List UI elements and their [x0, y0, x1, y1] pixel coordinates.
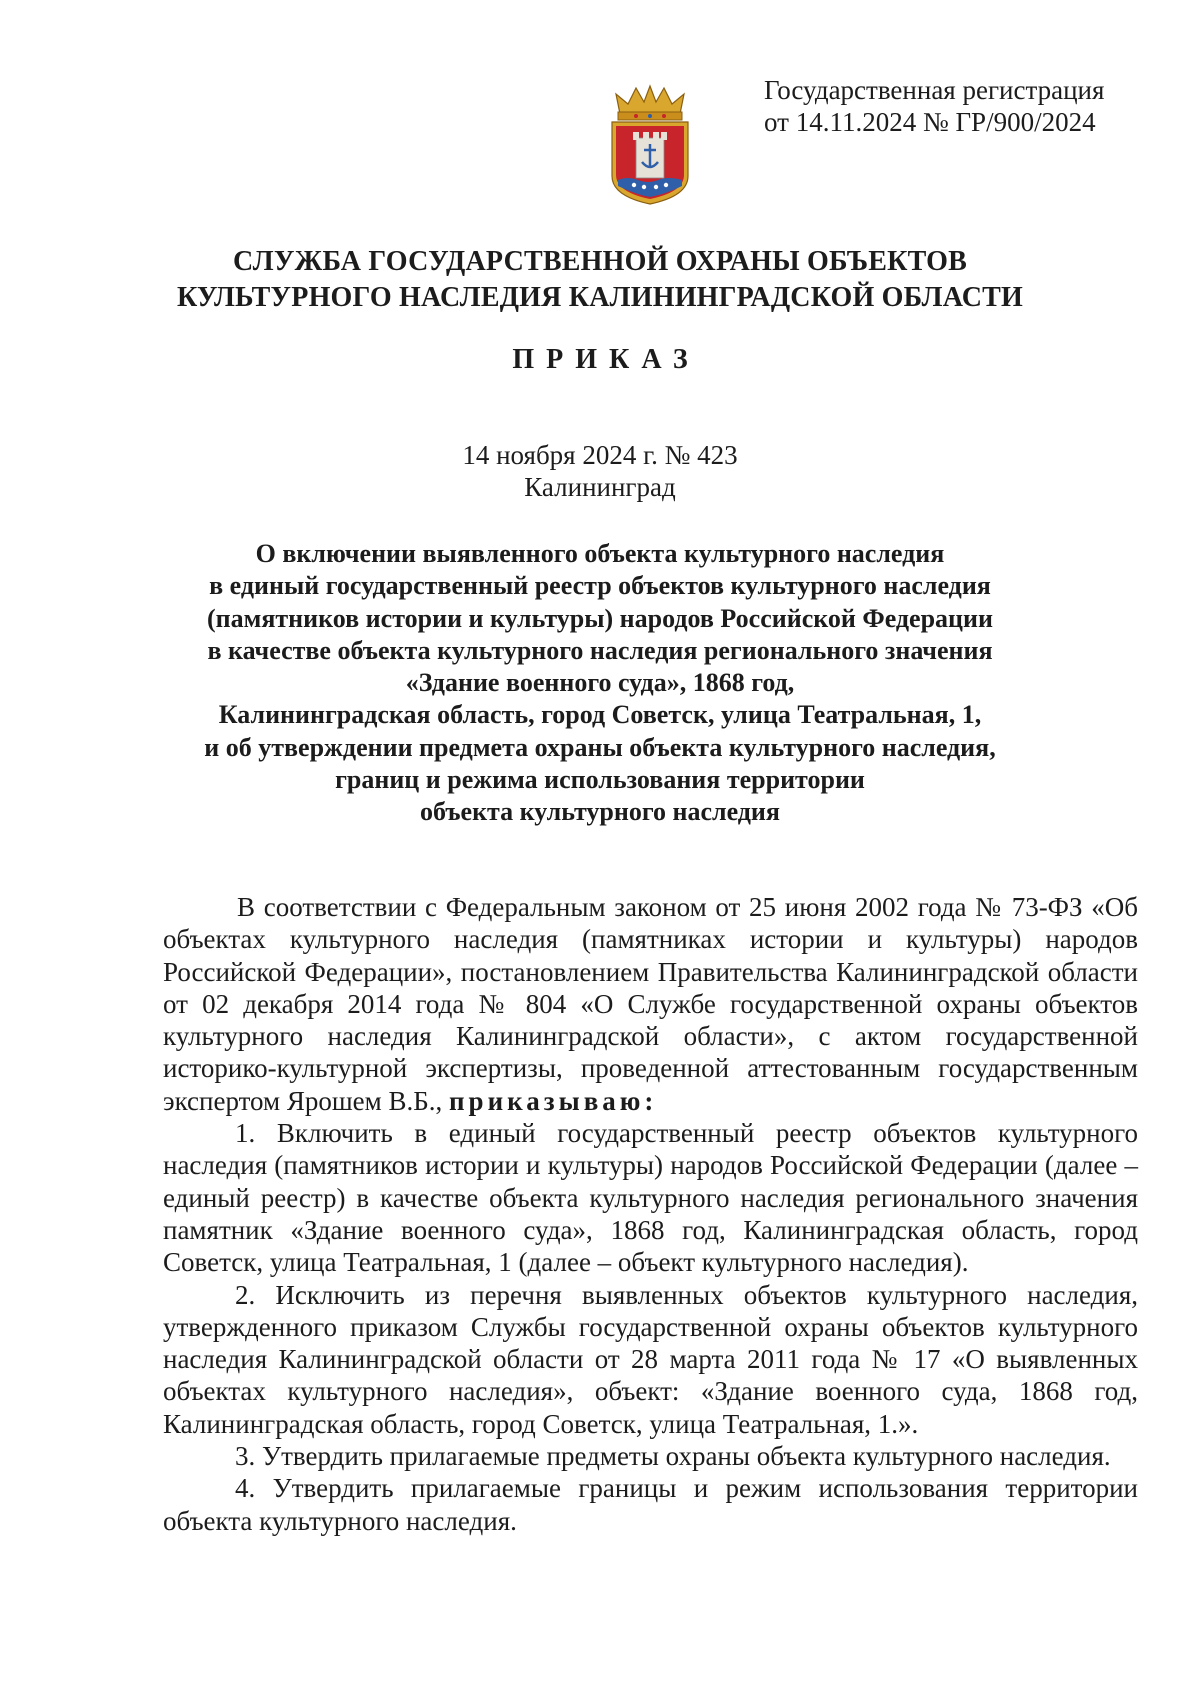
order-item-1: 1. Включить в единый государственный реестр объектов культурного наследия (памятников истории и культуры) народов Российской Федерации (далее – единый реестр) в качестве объекта культурного наследия регионального значения памятник «Здание военного суда», 1868 год, Калининградская область, город Советск, улица Театральная, 1 (далее – объект культурного наследия). [163, 1118, 1138, 1278]
agency-line-2: КУЛЬТУРНОГО НАСЛЕДИЯ КАЛИНИНГРАДСКОЙ ОБЛАСТИ [176, 282, 1024, 313]
order-item-2: 2. Исключить из перечня выявленных объектов культурного наследия, утвержденного приказом Службы государственной охраны объектов культурного наследия Калининградской области от 28 марта 2011 года № 17 «О выявленных объектах культурного наследия», объект: «Здание военного суда, 1868 год, Калининградская область, город Советск, улица Театральная, 1.». [163, 1279, 1138, 1439]
document-title [0, 538, 1200, 829]
title-line: в качестве объекта культурного наследия регионального значения [207, 635, 993, 665]
document-date-number: 14 ноября 2024 г. № 423 [462, 440, 738, 470]
title-line: объекта культурного наследия [420, 797, 780, 827]
title-line: О включении выявленного объекта культурного наследия [255, 539, 945, 568]
kaliningrad-coat-of-arms-icon [606, 84, 694, 206]
document-city: Калининград [524, 472, 676, 502]
registration-stamp [764, 74, 1104, 138]
title-line: «Здание военного суда», 1868 год, [405, 668, 795, 698]
order-word: приказываю: [449, 1085, 658, 1116]
order-item-3: 3. Утвердить прилагаемые предметы охраны объекта культурного наследия. [235, 1441, 1111, 1472]
title-line: и об утверждении предмета охраны объекта культурного наследия, [204, 732, 996, 762]
title-line: в единый государственный реестр объектов культурного наследия [209, 571, 991, 601]
agency-line-1: СЛУЖБА ГОСУДАРСТВЕННОЙ ОХРАНЫ ОБЪЕКТОВ [233, 246, 967, 277]
registration-line-2: от 14.11.2024 № ГР/900/2024 [764, 107, 1096, 137]
document-type: ПРИКАЗ [512, 344, 700, 375]
agency-name [0, 244, 1200, 316]
title-line: Калининградская область, город Советск, улица Театральная, 1, [218, 700, 982, 730]
title-line: (памятников истории и культуры) народов Российской Федерации [207, 603, 993, 633]
order-item-4: 4. Утвердить прилагаемые границы и режим использования территории объекта культурного наследия. [163, 1473, 1138, 1536]
title-line: границ и режима использования территории [335, 765, 865, 795]
document-body [163, 891, 1138, 1537]
intro-text: В соответствии с Федеральным законом от 25 июня 2002 года № 73-ФЗ «Об объектах культурного наследия (памятниках истории и культуры) народов Российской Федерации», постановлением Правительства Калининградской области от 02 декабря 2014 года № 804 «О Службе государственной охраны объектов культурного наследия Калининградской области», с актом государственной историко-культурной экспертизы, проведенной аттестованным государственным экспертом Ярошем В.Б., [163, 892, 1138, 1116]
intro-paragraph [163, 891, 1138, 1117]
registration-line-1: Государственная регистрация [764, 75, 1105, 105]
